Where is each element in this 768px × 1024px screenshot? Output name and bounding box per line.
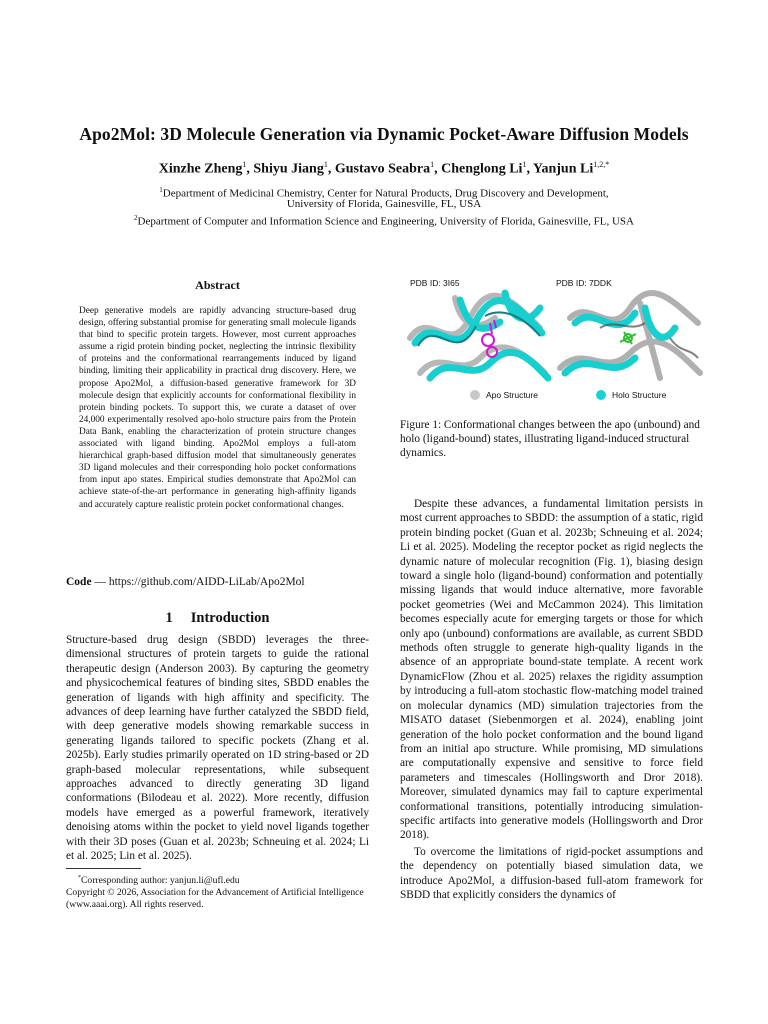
- intro-paragraph: Structure-based drug design (SBDD) leverages the three-dimensional structures of protein targets to guide the rational therapeutic design (Anderson 2003). By capturing the geometry and physicochemical features of binding sites, SBDD enables the generation of ligands with high affinity and specificity. The advances of deep learning have further catalyzed the SBDD field, with deep generative models showing remarkable success in generating ligands tailored to specific pockets (Zhang et al. 2025b). Early studies primarily operated on 1D string-based or 2D graph-based molecular representations, while subsequent approaches advanced to directly generating 3D ligand conformations (Bilodeau et al. 2022). More recently, diffusion models have emerged as a powerful framework, iteratively denoising atoms within the pocket to yield novel ligands together with their 3D poses (Guan et al. 2023b; Schneuing et al. 2024; Li et al. 2025; Lin et al. 2025).: [66, 634, 369, 863]
- holo-color-swatch: [596, 390, 606, 400]
- section-heading: [66, 610, 369, 627]
- affiliation-text: Department of Medicinal Chemistry, Center for Natural Products, Drug Discovery and Development,: [162, 187, 609, 200]
- footnote-rule: [66, 868, 141, 869]
- copyright-note: Copyright © 2026, Association for the Advancement of Artificial Intelligence (www.aaai.org). All rights reserved.: [66, 887, 364, 911]
- code-link[interactable]: https://github.com/AIDD-LiLab/Apo2Mol: [108, 576, 305, 588]
- author-affiliation-mark: 1,2,*: [593, 160, 610, 169]
- author-name: Xinzhe Zheng: [158, 161, 243, 177]
- section-number: 1: [165, 610, 173, 626]
- footnote-mark: *: [78, 875, 81, 881]
- affiliation-mark: 1: [159, 186, 163, 194]
- corresponding-author-text: Corresponding author: yanjun.li@ufl.edu: [81, 875, 240, 887]
- right-column-text: [400, 497, 703, 902]
- author-name: Gustavo Seabra: [334, 161, 431, 177]
- apo-color-swatch: [470, 390, 480, 400]
- abstract-text: Deep generative models are rapidly advancing structure-based drug design, offering substantial promise for generating small molecule ligands that bind to specific protein targets. However, most current approaches assume a rigid protein binding pocket, neglecting the intrinsic flexibility of proteins and the conformational rearrangements induced by ligand binding, limiting their applicability in practical drug discovery. Here, we propose Apo2Mol, a diffusion-based generative framework for 3D molecule design that explicitly accounts for conformational flexibility in protein binding pockets. To support this, we curate a dataset of over 24,000 experimentally resolved apo-holo structure pairs from the Protein Data Bank, enabling the characterization of protein structure changes associated with ligand binding. Apo2Mol employs a full-atom hierarchical graph-based diffusion model that simultaneously generates 3D ligand molecules and their corresponding holo pocket conformations from input apo states. Empirical studies demonstrate that Apo2Mol can achieve state-of-the-art performance in generating high-affinity ligands and accurately capture realistic protein pocket conformational changes.: [79, 306, 356, 510]
- protein-structure-images: [400, 278, 703, 388]
- author-name: Yanjun Li: [532, 161, 594, 177]
- protein-7ddk-image: [555, 290, 703, 385]
- author-name: Chenglong Li: [441, 161, 523, 177]
- protein-3i65-image: [400, 290, 550, 385]
- legend-holo-label: Holo Structure: [612, 390, 667, 400]
- code-separator: —: [91, 576, 109, 588]
- paragraph: Despite these advances, a fundamental limitation persists in most current approaches to SBDD: the assumption of a static, rigid protein binding pocket (Guan et al. 2023b; Schneuing et al. 2024; Li et al. 2025). Modeling the receptor pocket as rigid neglects the dynamic nature of molecular recognition (Fig. 1), biasing design toward a single holo (ligand-bound) conformation and potentially missing ligands that would induce alternative, more favorable pocket geometries (Wei and McCammon 2024). This limitation becomes especially acute for emerging targets or those for which only apo (unbound) conformations are available, as current SBDD methods often struggle to generate high-quality ligands in the absence of an appropriate bound-state template. A recent work DynamicFlow (Zhou et al. 2025) relaxes the rigidity assumption by introducing a full-atom stochastic flow-matching model trained on molecular dynamics (MD) simulation trajectories from the MISATO dataset (Siebenmorgen et al. 2024), enabling joint generation of the holo pocket conformation and the bound ligand from an initial apo structure. While promising, MD simulations are computationally expensive and sensitive to force field parameters and timescales (Hollingsworth and Dror 2018). Moreover, simulated dynamics may fail to capture experimental conformational transitions, potentially introducing simulation-specific artifacts into generative models (Hollingsworth and Dror 2018).: [400, 498, 703, 842]
- author-affiliation-mark: 1: [430, 160, 435, 169]
- pdb-label-left: PDB ID: 3I65: [410, 278, 460, 288]
- figure-1: [400, 278, 703, 410]
- pdb-label-right: PDB ID: 7DDK: [556, 278, 612, 288]
- figure-caption: Figure 1: Conformational changes between the apo (unbound) and holo (ligand-bound) states, illustrating ligand-induced structural dynamics.: [400, 419, 700, 460]
- legend-apo-label: Apo Structure: [486, 390, 538, 400]
- abstract-heading: Abstract: [195, 278, 240, 292]
- affiliation-2: [0, 211, 768, 229]
- author-affiliation-mark: 1: [522, 160, 527, 169]
- legend-holo: [596, 390, 666, 400]
- paragraph: To overcome the limitations of rigid-pocket assumptions and the dependency on potentially biased simulation data, we introduce Apo2Mol, a diffusion-based full-atom framework for SBDD that explicitly considers the dynamics of: [400, 845, 703, 901]
- author-affiliation-mark: 1: [323, 160, 328, 169]
- author-name: Shiyu Jiang: [253, 161, 324, 177]
- code-label: Code: [66, 576, 92, 588]
- code-line: [66, 576, 369, 588]
- affiliation-1-line2: University of Florida, Gainesville, FL, USA: [286, 198, 482, 210]
- legend-apo: [470, 390, 538, 400]
- affiliation-mark: 2: [134, 214, 138, 222]
- author-list: Xinzhe Zheng$^1$, Shiyu Jiang$^1$, Gustavo Seabra$^1$, Chenglong Li$^1$, Yanjun $Li^{1,2,*}$: [158, 160, 610, 177]
- corresponding-author-note: [66, 872, 369, 887]
- author-affiliation-mark: 1: [242, 160, 247, 169]
- affiliation-text: Department of Computer and Information Science and Engineering, University of Florida, Gainesville, FL, USA: [137, 215, 634, 228]
- footnote: [66, 872, 369, 911]
- section-title: Introduction: [190, 610, 270, 626]
- paper-title: Apo2Mol: 3D Molecule Generation via Dynamic Pocket-Aware Diffusion Models: [79, 124, 689, 144]
